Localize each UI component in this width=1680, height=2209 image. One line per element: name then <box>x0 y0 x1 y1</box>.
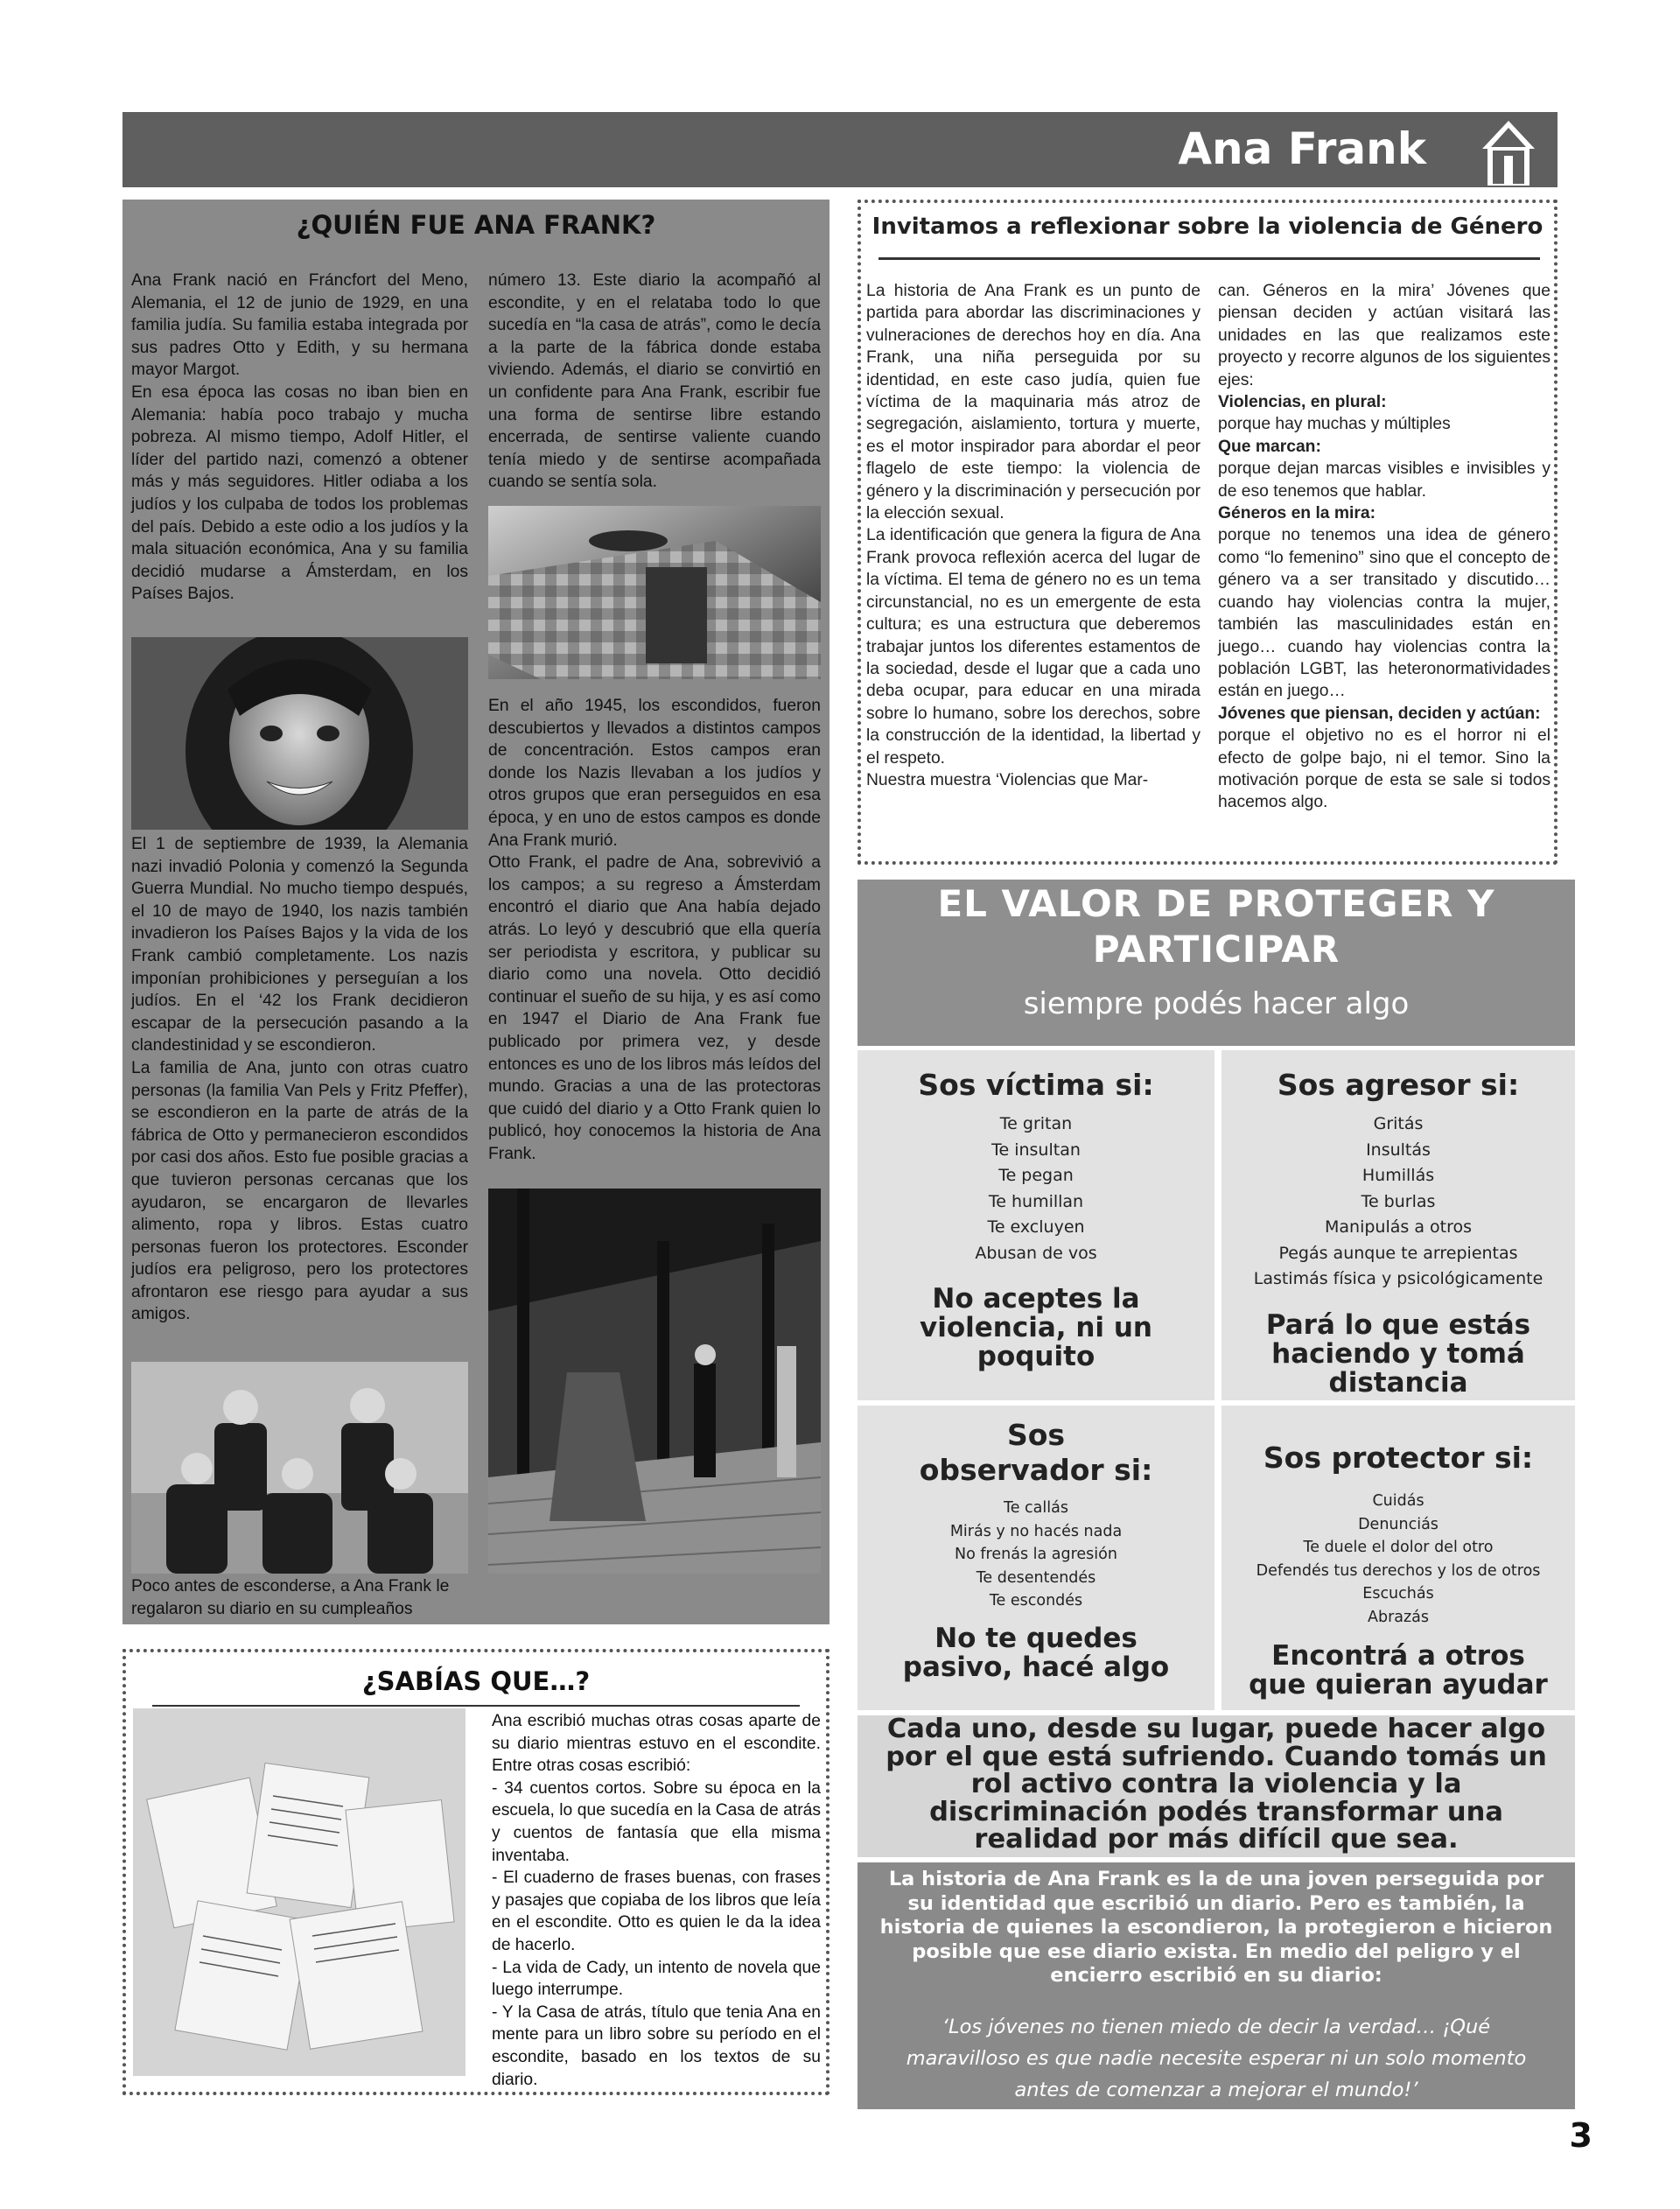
paragraph: La historia de Ana Frank es un punto de partida para abordar las discriminaciones y vulneraciones de derechos hoy en día. Ana Frank, una niña perseguida por su identidad, en este caso judía, quien fue víctima de la maquinaria más atroz de segregación, aislamiento, tortura y muerte, es el motor inspirador para abordar el peor flagelo de este tiempo: la violencia de género y la discriminación y persecución por la elección sexual. <box>866 282 1200 523</box>
list-item: No frenás la agresión <box>955 1546 1117 1563</box>
paragraph: La identificación que genera la figura de Ana Frank provoca reflexión acerca del lugar de la víctima. El tema de género no es un tema circunstancial, no es un emergente de esta cultura; es una estructura que deberemos trabajar juntos los diferentes estamentos de la sociedad, desde el lugar que a cada uno deba ocupar, para educar en una mirada sobre lo humano, sobre los derechos, sobre la construcción de la identidad, la libertad y el respeto. <box>866 526 1200 768</box>
paragraph: Ana Frank nació en Fráncfort del Meno, Alemania, el 12 de junio de 1929, en una familia judía. Su familia estaba integrada por sus padres Otto y Edith, y su hermana mayor Margot. <box>131 271 468 380</box>
quien-col2-bottom <box>488 695 821 1165</box>
paragraph: porque hay muchas y múltiples <box>1218 415 1451 434</box>
diary-photo <box>488 506 821 679</box>
paragraph: En el año 1945, los escondidos, fueron descubiertos y llevados a distintos campos de concentración. Estos campos eran donde los Nazis llevaban a los judíos y otros grupos que eran perseguidos en esa época, y en uno de estos campos es donde Ana Frank murió. <box>488 697 821 850</box>
paragraph: El 1 de septiembre de 1939, la Alemania nazi invadió Polonia y comenzó la Segunda Guerra Mundial. No mucho tiempo después, el 10 de mayo de 1940, los nazis también invadieron los Países Bajos y la vida de los Frank cambió completamente. Los nazis imponían prohibiciones y perseguían a los judíos. En el ‘42 los Frank decidieron escapar de la persecución pasando a la clandestinidad y se escondieron. <box>131 835 468 1055</box>
card-list <box>1222 1490 1575 1629</box>
valor-title: EL VALOR DE PROTEGER Y PARTICIPAR <box>937 882 1495 971</box>
list-item: Insultás <box>1366 1140 1431 1160</box>
paragraph: - El cuaderno de frases buenas, con frases y pasajes que copiaba de los libros que leía en el escondite. Otto es quien le da la idea de hacerlo. <box>492 1869 821 1954</box>
quien-col1-bottom <box>131 833 468 1326</box>
list-item: Gritás <box>1373 1114 1424 1133</box>
cada-uno-text: Cada uno, desde su lugar, puede hacer algo por el que está sufriendo. Cuando tomás un rol activo contra la violencia y la discriminación podés transformar una realidad por más difícil que sea. <box>886 1714 1547 1855</box>
card-footer: No aceptes la violencia, ni un poquito <box>920 1283 1152 1372</box>
paragraph: - Y la Casa de atrás, título que tenia Ana en mente para un libro sobre su período en el escondite, basado en los textos de su diario. <box>492 2002 821 2089</box>
list-item: Lastimás física y psicológicamente <box>1253 1269 1544 1288</box>
list-item: Pegás aunque te arrepientas <box>1278 1243 1518 1263</box>
header-bar <box>122 112 1558 187</box>
protector-card <box>1222 1406 1575 1710</box>
divider <box>878 257 1540 260</box>
historia-box <box>858 1862 1575 2109</box>
list-item: Te excluyen <box>987 1217 1085 1237</box>
axis-heading: Géneros en la mira: <box>1218 504 1376 523</box>
page-number: 3 <box>1569 2116 1592 2155</box>
card-list <box>1222 1112 1575 1293</box>
list-item: Te gritan <box>999 1114 1073 1133</box>
sabias-text <box>492 1710 821 2091</box>
handwritten-pages-photo <box>133 1708 466 2076</box>
list-item: Denunciás <box>1358 1515 1438 1533</box>
card-footer: Pará lo que estás haciendo y tomá distancia <box>1265 1309 1531 1399</box>
victima-card <box>858 1050 1214 1400</box>
card-list <box>858 1497 1214 1613</box>
page-title: Ana Frank <box>1178 123 1426 174</box>
paragraph: Nuestra muestra ‘Violencias que Mar- <box>866 770 1149 789</box>
divider <box>152 1705 800 1707</box>
quien-col2-top <box>488 270 821 494</box>
historia-text: La historia de Ana Frank es la de una joven perseguida por su identidad que escribió un diario. Pero es también, la historia de quienes la escondieron, la protegieron e hicieron posible que ese diario exista. En medio del peligro y el encierro escribió en su diario: <box>879 1868 1553 1987</box>
card-heading: Sos protector si: <box>1263 1441 1534 1475</box>
paragraph: porque el objetivo no es el horror ni el efecto de golpe bajo, ni el temor. Sino la motivación porque de esta se sale si todos hacemos algo. <box>1218 726 1550 812</box>
section-title: Invitamos a reflexionar sobre la violencia de Género <box>872 214 1544 240</box>
list-item: Abrazás <box>1367 1608 1430 1626</box>
card-heading: Sos agresor si: <box>1277 1068 1520 1102</box>
cada-uno-box <box>858 1715 1575 1857</box>
paragraph: - La vida de Cady, un intento de novela que luego interrumpe. <box>492 1958 821 2000</box>
list-item: Te humillan <box>988 1191 1084 1211</box>
reflexion-col-right <box>1218 280 1550 814</box>
secret-annex-attic-photo <box>488 1189 821 1574</box>
observador-card <box>858 1406 1214 1710</box>
list-item: Mirás y no hacés nada <box>949 1522 1123 1540</box>
list-item: Te duele el dolor del otro <box>1303 1539 1494 1556</box>
list-item: Te escondés <box>989 1592 1083 1609</box>
list-item: Te pegan <box>998 1166 1074 1185</box>
diary-quote: ‘Los jóvenes no tienen miedo de decir la verdad… ¡Qué maravilloso es que nadie necesite esperar ni un solo momento antes de comenzar a mejorar el mundo!’ <box>906 2016 1527 2101</box>
list-item: Humillás <box>1362 1166 1435 1185</box>
axis-heading: Jóvenes que piensan, deciden y actúan: <box>1218 704 1541 723</box>
paragraph: porque dejan marcas visibles e invisibles y de eso tenemos que hablar. <box>1218 459 1550 501</box>
valor-subtitle: siempre podés hacer algo <box>1023 986 1410 1021</box>
axis-heading: Que marcan: <box>1218 437 1321 456</box>
list-item: Te desentendés <box>976 1568 1096 1587</box>
valor-header <box>858 880 1575 1046</box>
list-item: Te burlas <box>1361 1191 1436 1211</box>
ana-frank-portrait-photo <box>131 637 468 830</box>
paragraph: porque no tenemos una idea de género como “lo femenino” sino que el concepto de género va a ser transitado y discutido… cuando hay violencias contra la mujer, también las masculinidades están en juego… cuando hay violencias contra la población LGBT, las heteronormatividades están en juego… <box>1218 526 1550 701</box>
list-item: Manipulás a otros <box>1325 1217 1472 1237</box>
card-footer: No te quedes pasivo, hacé algo <box>902 1623 1170 1683</box>
paragraph: can. Géneros en la mira’ Jóvenes que piensan deciden y actúan visitará las unidades en las que realizamos este proyecto y recorre algunos de los siguientes ejes: <box>1218 282 1550 389</box>
list-item: Defendés tus derechos y los de otros <box>1256 1561 1541 1580</box>
card-heading: Sos observador si: <box>919 1418 1153 1487</box>
quien-col1-top <box>131 270 468 606</box>
house-icon <box>1479 117 1538 187</box>
reflexion-col-left <box>866 280 1200 791</box>
list-item: Cuidás <box>1372 1492 1424 1510</box>
paragraph: - 34 cuentos cortos. Sobre su época en la escuela, lo que sucedía en la Casa de atrás y cuentos de fantasía que ella misma inventaba. <box>492 1778 821 1865</box>
card-heading: Sos víctima si: <box>918 1068 1154 1102</box>
list-item: Escuchás <box>1362 1585 1434 1602</box>
paragraph: La familia de Ana, junto con otras cuatro personas (la familia Van Pels y Fritz Pfeffer), se escondieron en la parte de atrás de la fábrica de Otto y permanecieron escondidos por casi dos años. Esto fue posible gracias a que tuvieron personas cercanas que los ayudaron, se encargaron de llevarles alimento, ropa y libros. Estas cuatro personas fueron los protectores. Esconder judíos era peligroso, pero los protectores afrontaron ese riesgo para ayudar a sus amigos. <box>131 1058 468 1324</box>
list-item: Te insultan <box>991 1140 1081 1160</box>
paragraph: Otto Frank, el padre de Ana, sobrevivió a los campos; a su regreso a Ámsterdam encontró el diario que Ana había dejado atrás. Lo leyó y descubrió que ella quería ser periodista y escritora, y publicar su diario como una novela. Otto decidió continuar el sueño de su hija, y es así como en 1947 el Diario de Ana Frank fue publicado por primera vez, y desde entonces es uno de los libros más leídos del mundo. Gracias a una de las protectoras que cuidó del diario y a Otto Frank quien lo publicó, hoy conocemos la historia de Ana Frank. <box>488 853 821 1163</box>
axis-heading: Violencias, en plural: <box>1218 393 1387 412</box>
section-title: ¿SABÍAS QUE…? <box>361 1666 591 1696</box>
family-group-photo <box>131 1362 468 1574</box>
list-item: Abusan de vos <box>975 1243 1097 1263</box>
agresor-card <box>1222 1050 1575 1400</box>
sabias-que-section <box>122 1649 830 2095</box>
card-list <box>858 1112 1214 1266</box>
quien-fue-section <box>122 200 830 1624</box>
section-title: ¿QUIÉN FUE ANA FRANK? <box>296 210 656 240</box>
list-item: Te callás <box>1004 1499 1068 1517</box>
paragraph: En esa época las cosas no iban bien en Alemania: había poco trabajo y mucha pobreza. Al mismo tiempo, Adolf Hitler, el líder del partido nazi, comenzó a obtener más y más seguidores. Hitler odiaba a los judíos y los culpaba de todos los problemas del país. Debido a este odio a los judíos y la mala situación económica, Ana y su familia decidió mudarse a Ámsterdam, en los Países Bajos. <box>131 382 468 604</box>
reflexion-section <box>858 200 1558 865</box>
card-footer: Encontrá a otros que quieran ayudar <box>1249 1640 1548 1701</box>
photo-caption: Poco antes de esconderse, a Ana Frank le regalaron su diario en su cumpleaños <box>131 1577 450 1618</box>
paragraph: número 13. Este diario la acompañó al escondite, y en el relataba todo lo que sucedía en “la casa de atrás”, como le decía a la parte de la fábrica donde estaba viviendo. Además, el diario se convirtió en un confidente para Ana Frank, escribir fue una forma de sentirse libre estando encerrada, de sentirse valiente cuando tenía miedo y de sentirse acompañada cuando se sentía sola. <box>488 271 821 492</box>
paragraph: Ana escribió muchas otras cosas aparte de su diario mientras estuvo en el escondite. Entre otras cosas escribió: <box>492 1712 821 1776</box>
